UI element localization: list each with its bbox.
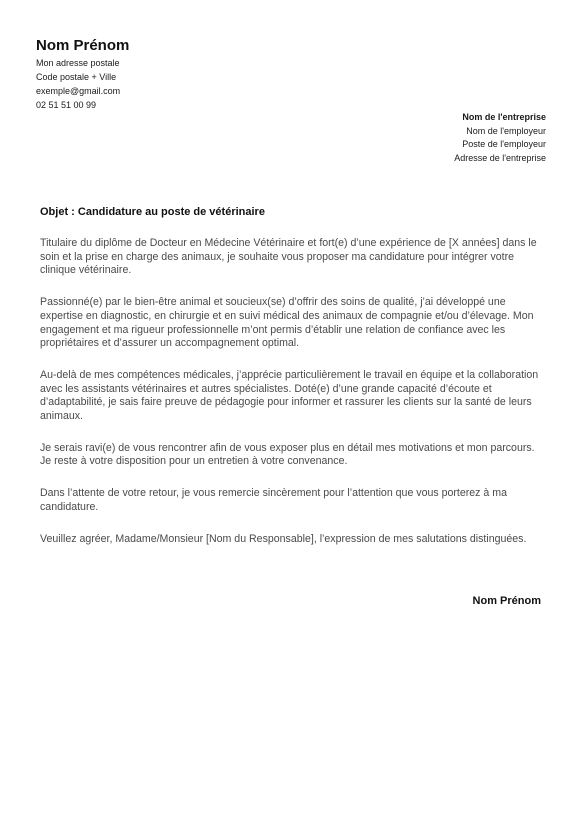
body-paragraph: Titulaire du diplôme de Docteur en Médecine Vétérinaire et fort(e) d’une expérience de [X années] dans le soin et la prise en charge des animaux, je souhaite vous proposer ma candidature pour intégrer votre clinique vétérinaire. [40,237,537,277]
recipient-company: Nom de l'entreprise [462,112,546,122]
body-paragraph: Je serais ravi(e) de vous rencontrer afin de vous exposer plus en détail mes motivations et mon parcours. Je reste à votre disposition pour un entretien à votre convenance. [40,441,535,468]
closing-paragraph: Veuillez agréer, Madame/Monsieur [Nom du Responsable], l’expression de mes salutations distinguées. [40,532,527,545]
letter-body [40,237,542,564]
sender-name: Nom Prénom [36,37,130,54]
sender-address: Mon adresse postale [36,58,120,68]
sender-block [36,37,129,112]
recipient-block [454,111,546,165]
body-paragraph: Dans l’attente de votre retour, je vous remercie sincèrement pour l’attention que vous porterez à ma candidature. [40,487,507,513]
body-paragraph: Au-delà de mes compétences médicales, j’apprécie particulièrement le travail en équipe et la collaboration avec les assistants vétérinaires et autres spécialistes. Doté(e) d’une grande capacité d’écoute et d’adaptabilité, je sais faire preuve de pédagogie pour informer et rassurer les clients sur la santé de leurs animaux. [40,368,539,423]
signature-name: Nom Prénom [472,595,541,607]
sender-postal: Code postale + Ville [36,72,117,82]
letter-subject: Objet : Candidature au poste de vétérinaire [40,206,265,218]
recipient-employer-name: Nom de l'employeur [466,125,546,136]
sender-phone: 02 51 51 00 99 [36,100,97,110]
sender-email: exemple@gmail.com [36,86,121,96]
recipient-company-address: Adresse de l'entreprise [454,152,546,163]
body-paragraph: Passionné(e) par le bien-être animal et soucieux(se) d’offrir des soins de qualité, j’ai développé une expertise en diagnostic, en chirurgie et en suivi médical des animaux de compagnie et/ou d’élevage. Mon engagement et ma rigueur professionnelle m’ont permis d’établir une relation de confiance avec les propriétaires et d’assurer un accompagnement optimal. [40,296,534,350]
recipient-employer-position: Poste de l'employeur [462,139,546,149]
